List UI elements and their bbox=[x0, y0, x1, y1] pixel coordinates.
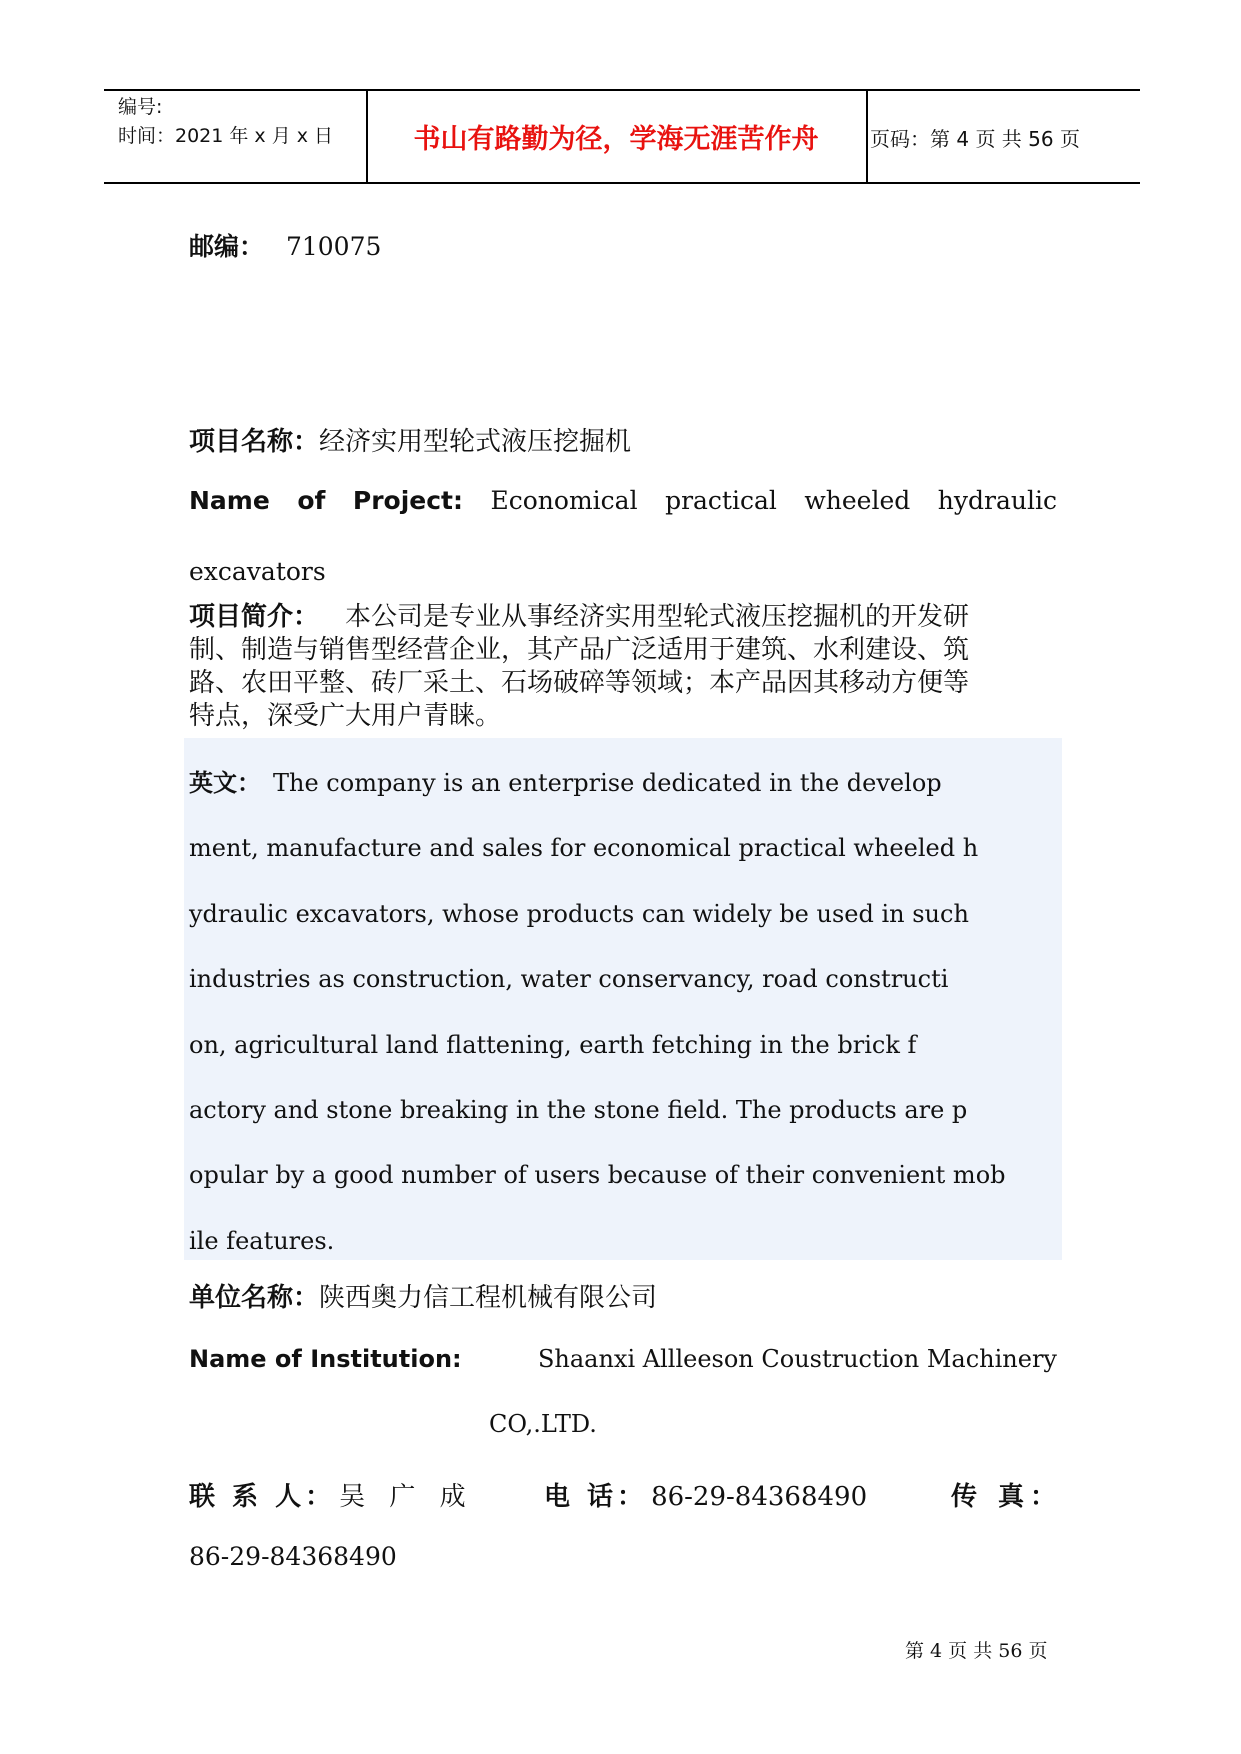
intro-en-text-1: The company is an enterprise dedicated in the develop bbox=[273, 769, 942, 797]
institution-en bbox=[189, 1345, 1057, 1373]
header-page-code: 页码：第 4 页 共 56 页 bbox=[870, 127, 1080, 151]
header-time-label: 时间：2021 年 x 月 x 日 bbox=[118, 125, 334, 147]
postcode-value: 710075 bbox=[285, 232, 382, 261]
institution-cn-value: 陕西奥力信工程机械有限公司 bbox=[319, 1283, 658, 1313]
project-en-value-4: hydraulic bbox=[937, 486, 1057, 515]
project-en-value-3: wheeled bbox=[804, 486, 911, 515]
intro-en-line-4: industries as construction, water conservancy, road constructi bbox=[189, 965, 949, 994]
intro-en-line-8: ile features. bbox=[189, 1226, 335, 1255]
header-top-rule bbox=[104, 89, 1140, 91]
postcode-line bbox=[189, 227, 381, 263]
project-en-value-1: Economical bbox=[490, 486, 638, 515]
institution-en-label: Name of Institution: bbox=[189, 1345, 462, 1373]
intro-en-line-5: on, agricultural land flattening, earth fetching in the brick f bbox=[189, 1030, 917, 1059]
project-en-word-1: Name bbox=[189, 486, 270, 515]
institution-en-value-cont: CO,.LTD. bbox=[489, 1410, 597, 1438]
institution-cn bbox=[189, 1277, 657, 1314]
intro-en-line-3: ydraulic excavators, whose products can widely be used in such bbox=[189, 899, 969, 928]
institution-cn-label: 单位名称： bbox=[189, 1283, 320, 1313]
contact-fax-label: 传 真： bbox=[951, 1482, 1063, 1512]
header-divider-right bbox=[866, 89, 868, 184]
header-motto: 书山有路勤为径，学海无涯苦作舟 bbox=[413, 124, 819, 155]
contact-person-value: 吴 广 成 bbox=[339, 1482, 474, 1512]
intro-en bbox=[189, 751, 1057, 1274]
intro-cn-line-4: 特点，深受广大用户青睐。 bbox=[189, 701, 502, 731]
contact-person bbox=[189, 1476, 474, 1513]
intro-en-line-7: opular by a good number of users because of their convenient mob bbox=[189, 1161, 1006, 1190]
contact-fax bbox=[951, 1476, 1062, 1513]
page-footer: 第 4 页 共 56 页 bbox=[905, 1640, 1048, 1662]
contact-phone bbox=[544, 1476, 867, 1513]
intro-cn-line-2: 制、制造与销售型经营企业，其产品广泛适用于建筑、水利建设、筑 bbox=[189, 635, 970, 665]
contact-fax-value: 86-29-84368490 bbox=[189, 1542, 397, 1571]
intro-cn-line-1 bbox=[345, 601, 1057, 634]
project-name-cn bbox=[189, 421, 631, 458]
contact-person-label: 联 系 人： bbox=[189, 1482, 336, 1512]
page-header bbox=[104, 89, 1140, 184]
intro-en-label: 英文： bbox=[189, 769, 261, 797]
intro-en-line-2: ment, manufacture and sales for economical practical wheeled h bbox=[189, 834, 979, 863]
project-name-label: 项目名称： bbox=[189, 427, 320, 457]
intro-cn bbox=[189, 601, 1057, 733]
intro-cn-label: 项目简介： bbox=[189, 602, 320, 632]
postcode-label: 邮编： bbox=[189, 232, 265, 261]
project-en-value-cont: excavators bbox=[189, 557, 326, 586]
intro-cn-text-1: 本公司是专业从事经济实用型轮式液压挖掘机的开发研 bbox=[345, 602, 970, 632]
contact-phone-label: 电 话： bbox=[544, 1482, 648, 1512]
project-name-en bbox=[189, 486, 1057, 515]
project-en-word-2: of bbox=[297, 486, 326, 515]
intro-cn-line bbox=[189, 601, 1057, 634]
contact-phone-value: 86-29-84368490 bbox=[651, 1482, 868, 1512]
institution-en-value: Shaanxi Allleeson Coustruction Machinery bbox=[537, 1345, 1057, 1373]
project-en-value-2: practical bbox=[665, 486, 777, 515]
project-name-value: 经济实用型轮式液压挖掘机 bbox=[319, 427, 632, 457]
header-bottom-rule bbox=[104, 182, 1140, 184]
intro-en-line-1 bbox=[189, 751, 1057, 816]
header-meta bbox=[118, 93, 333, 151]
header-number-label: 编号: bbox=[118, 96, 163, 118]
intro-en-line-6: actory and stone breaking in the stone field. The products are p bbox=[189, 1095, 968, 1124]
intro-cn-line-3: 路、农田平整、砖厂采土、石场破碎等领域；本产品因其移动方便等 bbox=[189, 668, 970, 698]
project-en-word-3: Project: bbox=[352, 486, 463, 515]
